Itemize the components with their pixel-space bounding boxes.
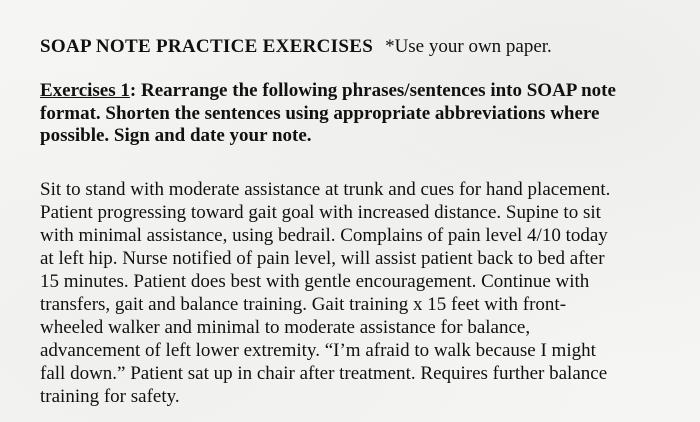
paragraph-line: Sit to stand with moderate assistance at trunk and cues for hand placement. [40, 179, 611, 200]
paragraph-line: transfers, gait and balance training. Gait training x 15 feet with front- [40, 294, 567, 315]
instruction-line: possible. Sign and date your note. [40, 125, 312, 146]
exercise-paragraph [40, 178, 680, 408]
instruction-line: format. Shorten the sentences using appropriate abbreviations where [40, 102, 600, 124]
paragraph-line: fall down.” Patient sat up in chair after treatment. Requires further balance [40, 363, 608, 384]
exercise-instructions [40, 80, 680, 148]
exercise-label: Exercises 1 [40, 80, 130, 101]
instruction-line [40, 80, 680, 103]
paragraph-line: with minimal assistance, using bedrail. Complains of pain level 4/10 today [40, 225, 608, 246]
instruction-text: : Rearrange the following phrases/sentences into SOAP note [129, 80, 616, 101]
paragraph-line: 15 minutes. Patient does best with gentle encouragement. Continue with [40, 271, 590, 292]
paragraph-line: advancement of left lower extremity. “I’m afraid to walk because I might [40, 340, 596, 361]
title-text: SOAP NOTE PRACTICE EXERCISES [40, 36, 374, 57]
paragraph-line: training for safety. [40, 386, 180, 407]
page-title [40, 36, 552, 58]
paragraph-line: at left hip. Nurse notified of pain level, will assist patient back to bed after [40, 248, 605, 269]
paragraph-line: wheeled walker and minimal to moderate assistance for balance, [40, 317, 531, 338]
paragraph-line: Patient progressing toward gait goal with increased distance. Supine to sit [40, 202, 601, 223]
paper-note: *Use your own paper. [385, 36, 552, 57]
